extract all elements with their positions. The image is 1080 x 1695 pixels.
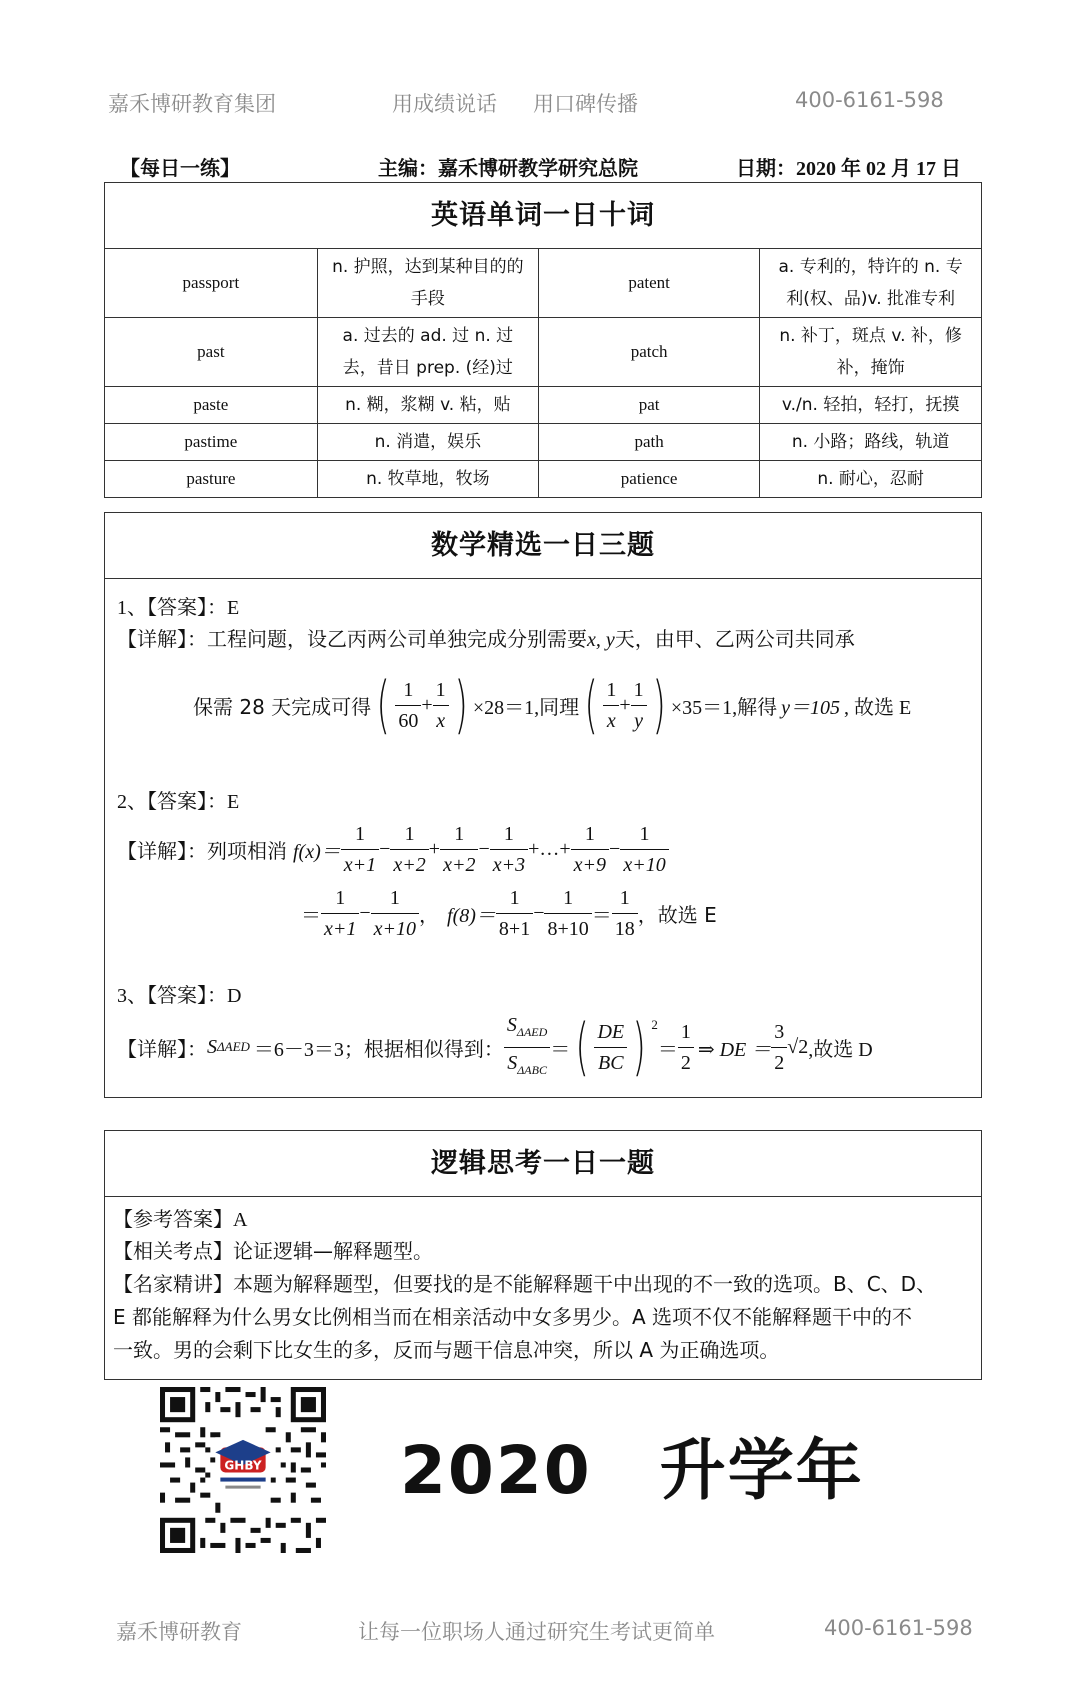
meaning-cell: n. 补丁，斑点 v. 补，修补，掩饰 [760,318,981,387]
word-cell: patch [538,318,759,387]
q3-sub-aed: ΔAED [217,1039,250,1054]
fraction: $\frac{1}{x}$ [603,675,619,736]
meaning-cell: a. 专利的，特许的 n. 专利(权、品)v. 批准专利 [760,249,981,318]
q2-detail: 【详解】：列项相消 [117,838,287,863]
page-footer [0,1616,1080,1646]
right-paren: ) [652,668,666,741]
q3-area-symbol: S [207,1035,217,1058]
q3-s-rest: ＝6－3＝3；根据相似得到： [253,1038,504,1061]
word-cell: patent [538,249,759,318]
logic-answer: 【参考答案】A [113,1209,248,1231]
fraction: $\frac{1}{y}$ [631,675,647,736]
logic-section [104,1130,982,1380]
q3-detail: 【详解】： [117,1036,207,1061]
editor: 主编：嘉禾博研教学研究总院 [378,156,638,180]
header-slogan-2: 用口碑传播 [533,92,638,116]
table-row [105,387,981,424]
q2-f8: f(8)＝ [447,904,496,927]
meaning-cell: n. 牧草地，牧场 [317,461,538,498]
vocab-table [105,249,981,497]
q1-eq-mid: ×28＝1,同理 [472,696,580,719]
table-row [105,461,981,498]
meaning-cell: n. 消遣，娱乐 [317,424,538,461]
vocab-title: 英语单词一日十词 [105,183,981,249]
q2-answer: 2、【答案】：E [117,791,240,813]
logic-explain-2: E 都能解释为什么男女比例相当而在相亲活动中女多男少。A 选项不仅不能解释题干中的不 [113,1305,913,1329]
q1-eq-mid2: ×35＝1,解得 [670,696,778,719]
word-cell: patience [538,461,759,498]
meaning-cell: a. 过去的 ad. 过 n. 过去，昔日 prep. (经)过 [317,318,538,387]
fraction: $\frac{1}{60}$ [395,675,421,736]
footer-motto: 让每一位职场人通过研究生考试更简单 [358,1620,715,1644]
page-header [0,88,1080,118]
fraction: $\frac{S_{\Delta AED}}{S_{\Delta ABC}}$ [504,1010,550,1085]
math-title: 数学精选一日三题 [105,513,981,579]
meaning-cell: n. 耐心，忍耐 [760,461,981,498]
word-cell: passport [105,249,317,318]
word-cell: pasture [105,461,317,498]
logic-body [105,1197,981,1379]
right-paren: ) [632,1010,646,1083]
q2-fx: f(x)＝ [293,840,341,863]
vocab-section [104,182,982,498]
q3-detail-line: 【详解】： S ΔAED ＝6－3＝3；根据相似得到： $\frac{S_{\Delta AED}}{S_{\Delta ABC}}$ ＝ ( $\frac{DE}{BC}$ ) $^2$ ＝ $\frac{1}{2}$ ⇒ DE ＝ $\frac{3}{2}$ √2 ,故选 D [117,1010,873,1083]
q3-answer: 3、【答案】：D [117,985,242,1007]
logic-explain-3: 一致。男的会剩下比女生的多，反而与题干信息冲突，所以 A 为正确选项。 [113,1338,780,1362]
meaning-cell: n. 护照，达到某种目的的手段 [317,249,538,318]
math-body [105,579,981,1097]
meta-row [0,152,1080,180]
word-cell: pat [538,387,759,424]
table-row [105,424,981,461]
table-row [105,249,981,318]
promo-slogan: 2020 升学年 [400,1432,864,1509]
logic-point: 【相关考点】论证逻辑—解释题型。 [113,1239,433,1263]
meaning-cell: n. 小路；路线，轨道 [760,424,981,461]
q3-end: ,故选 D [808,1038,873,1061]
fraction: $\frac{1}{x}$ [433,675,449,736]
q3-conclude: ⇒ DE ＝ [697,1038,772,1061]
footer-brand: 嘉禾博研教育 [116,1620,242,1644]
q1-equation: 保需 28 天完成可得 ( $\frac{1}{60}$ + $\frac{1}{x}$ ) ×28＝1,同理 ( $\frac{1}{x}$ + $\frac{1}{y}$ ) ×35＝1,解得 y＝105 , 故选 E [193,668,912,741]
q3-sqrt: √2 [787,1035,809,1058]
q1-detail-line [117,623,855,652]
header-slogan-1: 用成绩说话 [392,92,497,116]
table-row [105,318,981,387]
header-phone: 400-6161-598 [795,88,944,112]
q1-eq-start: 保需 28 天完成可得 [193,694,372,719]
fraction: $\frac{DE}{BC}$ [594,1017,627,1078]
logic-explain-1: 【名家精讲】本题为解释题型，但要找的是不能解释题干中出现的不一致的选项。B、C、D、 [113,1272,937,1296]
word-cell: pastime [105,424,317,461]
q1-detail-end: 天，由甲、乙两公司共同承 [614,627,855,651]
math-section [104,512,982,1098]
word-cell: past [105,318,317,387]
left-paren: ( [575,1010,590,1083]
left-paren: ( [376,668,390,741]
header-brand: 嘉禾博研教育集团 [108,92,276,116]
q1-eq-end: , 故选 E [844,696,912,719]
q1-detail: 【详解】：工程问题，设乙丙两公司单独完成分别需要 [117,627,587,651]
logic-title: 逻辑思考一日一题 [105,1131,981,1197]
qr-code[interactable] [160,1387,326,1553]
q1-answer: 1、【答案】：E [117,597,240,619]
meaning-cell: v./n. 轻拍，轻打，抚摸 [760,387,981,424]
word-cell: paste [105,387,317,424]
q2-tail: ，故选 E [637,902,717,927]
qr-logo-text: GHBY [224,1458,262,1473]
meaning-cell: n. 糊，浆糊 v. 粘，贴 [317,387,538,424]
q2-line1: 【详解】：列项相消 f(x)＝ $\frac{1}{x+1}$ − $\frac{1}{x+2}$ + $\frac{1}{x+2}$ − $\frac{1}{x+3}$ +…+ $\frac{1}{x+9}$ − $\frac{1}{x+10}$ [117,815,669,883]
date: 日期：2020 年 02 月 17 日 [736,158,961,180]
q1-vars: x, y [587,629,615,651]
footer-phone: 400-6161-598 [824,1616,973,1640]
q1-solution: y＝105 [781,696,840,719]
daily-tag: 【每日一练】 [120,156,240,180]
promo-area [0,1392,1080,1532]
q2-line2: ＝ $\frac{1}{x+1}$ − $\frac{1}{x+10}$ ， f(8)＝ $\frac{1}{8+1}$ − $\frac{1}{8+10}$ ＝ $\frac{1}{18}$ ，故选 E [301,879,717,947]
word-cell: path [538,424,759,461]
right-paren: ) [454,668,468,741]
left-paren: ( [584,668,598,741]
